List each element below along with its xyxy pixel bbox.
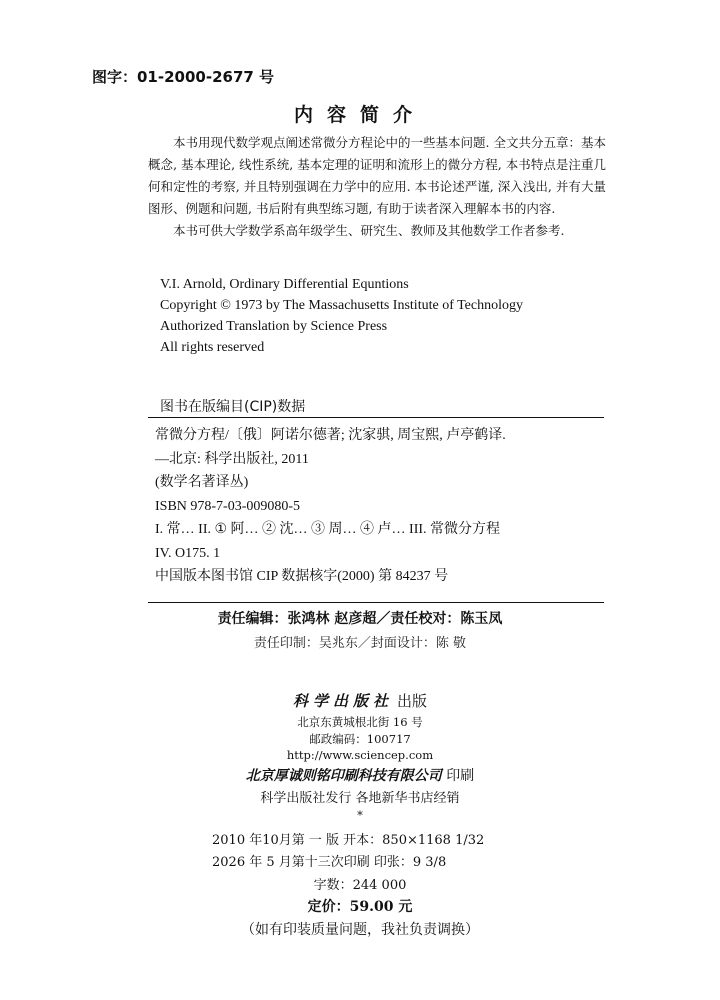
word-count: 字数：244 000 — [313, 878, 407, 893]
publisher-name: 科学出版社 — [292, 692, 393, 710]
price: 定价：59.00 元 — [307, 899, 413, 915]
publisher-line — [0, 690, 720, 711]
publisher-url: http://www.sciencep.com — [286, 748, 434, 762]
cip-line: I. 常… II. ① 阿… ② 沈… ③ 周… ④ 卢… III. 常微分方程 — [155, 522, 501, 537]
cip-line: IV. O175. 1 — [155, 545, 221, 561]
printing-line: 2026 年 5 月第十三次印刷 印张：9 3/8 — [212, 855, 447, 870]
publisher-address: 北京东黄城根北街 16 号 — [297, 715, 423, 729]
registration-number: 图字：01-2000-2677 号 — [92, 68, 275, 86]
original-edition-notice — [160, 274, 523, 358]
rights-line: All rights reserved — [160, 340, 265, 355]
cip-line: ISBN 978-7-03-009080-5 — [155, 498, 301, 514]
quality-note: （如有印装质量问题，我社负责调换） — [241, 922, 479, 938]
edition-line: 2010 年10月第 一 版 开本：850×1168 1/32 — [212, 833, 485, 848]
publisher-postcode: 邮政编码：100717 — [309, 732, 411, 746]
publisher-suffix: 出版 — [397, 692, 428, 710]
printer-name: 北京厚诚则铭印刷科技有限公司 — [245, 768, 442, 784]
translation-authorization-line: Authorized Translation by Science Press — [160, 319, 388, 334]
summary-heading: 内容简介 — [293, 104, 426, 126]
distribution-line: 科学出版社发行 各地新华书店经销 — [260, 791, 460, 806]
editor-credits: 责任编辑：张鸿林 赵彦超／责任校对：陈玉凤 — [217, 611, 503, 627]
separator-star: * — [357, 808, 363, 822]
original-title-line: V.I. Arnold, Ordinary Differential Equntions — [160, 277, 409, 292]
cip-line: 常微分方程/〔俄〕阿诺尔德著; 沈家骐, 周宝熙, 卢亭鹤译. — [155, 428, 506, 443]
printer-line — [0, 765, 720, 785]
cip-top-rule — [148, 417, 604, 418]
summary-paragraph: 本书可供大学数学系高年级学生、研究生、教师及其他数学工作者参考. — [173, 223, 565, 238]
cip-bottom-rule — [148, 602, 604, 603]
cip-title: 图书在版编目(CIP)数据 — [160, 399, 306, 415]
cip-line: —北京: 科学出版社, 2011 — [155, 451, 309, 467]
printer-suffix: 印刷 — [446, 768, 475, 784]
summary-text — [148, 132, 606, 242]
summary-paragraph: 本书用现代数学观点阐述常微分方程论中的一些基本问题. 全文共分五章：基本概念, 基本理论, 线性系统, 基本定理的证明和流形上的微分方程, 本书特点是注重几何和定性的考察, 并且特别强调在力学中的应用. 本书论述严谨, 深入浅出, 并有大量图形、例题和问题, 书后附有典型练习题, 有助于读者深入理解本书的内容. — [148, 135, 606, 216]
production-credits: 责任印制：吴兆东／封面设计：陈 敬 — [253, 636, 467, 651]
cip-block — [155, 424, 506, 589]
cip-line: 中国版本图书馆 CIP 数据核字(2000) 第 84237 号 — [155, 569, 449, 584]
copyright-line: Copyright © 1973 by The Massachusetts Institute of Technology — [160, 298, 523, 313]
cip-line: (数学名著译丛) — [155, 475, 249, 490]
